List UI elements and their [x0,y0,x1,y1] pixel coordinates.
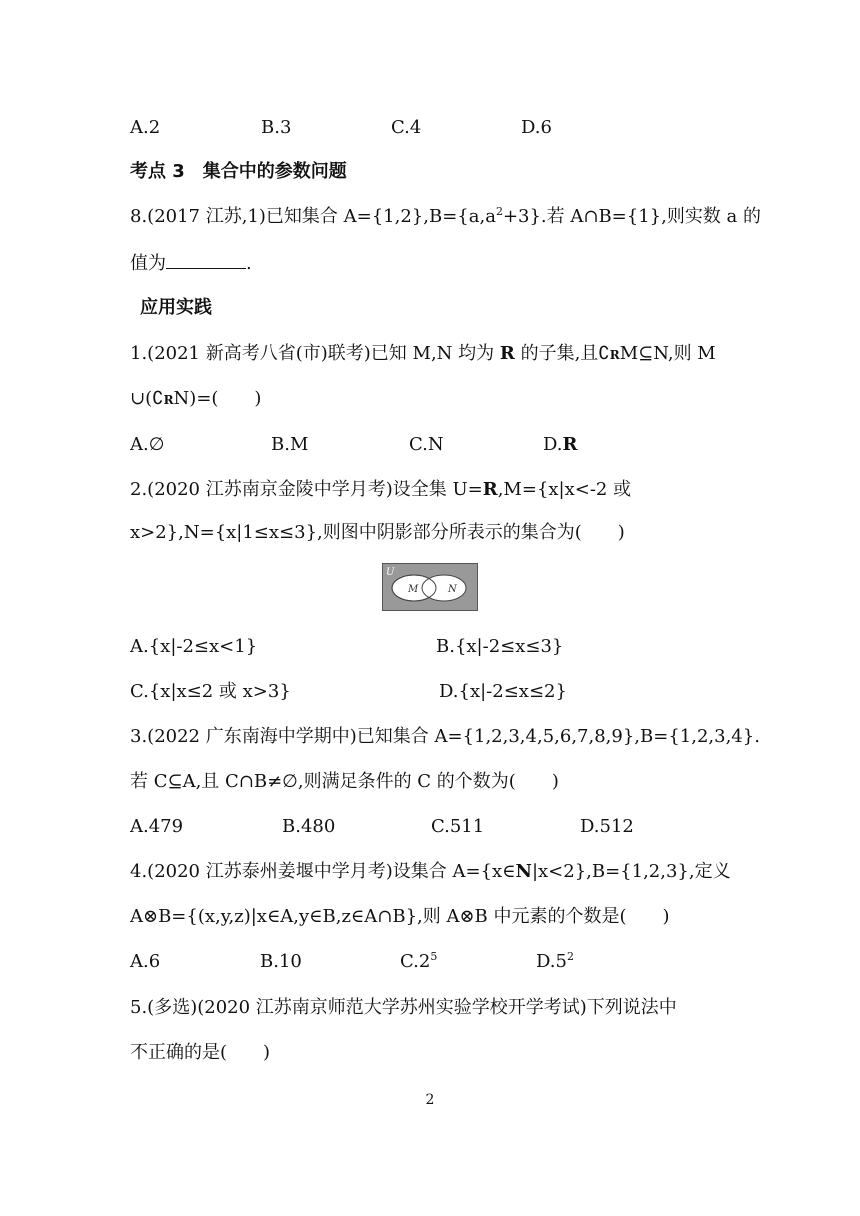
p1-option-d [543,433,577,457]
q8-line2 [130,250,252,276]
p2-text-a: 2.(2020 江苏南京金陵中学月考)设全集 U= [130,479,483,500]
q8-text-a: 8.(2017 江苏,1)已知集合 A={1,2},B={a,a [130,206,496,227]
p4-option-b: B.10 [260,951,302,972]
p1-text-b: 的子集,且∁ [514,343,610,364]
p1-option-c: C.N [409,434,444,455]
p5-line1: 5.(多选)(2020 江苏南京师范大学苏州实验学校开学考试)下列说法中 [130,997,677,1018]
p2-text-b: ,M={x|x<-2 或 [497,479,632,500]
page-number: 2 [425,1092,435,1108]
p4-option-c-sup: 5 [430,950,438,963]
q8-text-d: . [246,253,252,274]
p1-line2 [130,387,261,412]
p2-option-c: C.{x|x≤2 或 x>3} [130,681,291,702]
p3-option-c: C.511 [431,816,485,837]
p2-option-a: A.{x|-2≤x<1} [130,636,258,657]
q8-sup: 2 [495,205,503,218]
p1-option-a: A.∅ [130,434,165,455]
p4-option-d-label: D.5 [536,951,567,972]
q8-line1 [130,205,761,229]
p1-text-c: M⊆N,则 M [619,343,716,364]
p3-option-a: A.479 [130,816,184,837]
p5-line2: 不正确的是( ) [130,1042,271,1063]
p3-option-b: B.480 [282,816,336,837]
q7-option-d: D.6 [521,117,552,138]
p2-bold-r: R [482,479,498,500]
p4-text-b: |x<2},B={1,2,3},定义 [531,861,731,882]
p2-line2: x>2},N={x|1≤x≤3},则图中阴影部分所表示的集合为( ) [130,522,625,543]
p2-line1 [130,478,631,502]
p1-sub-r2: R [163,393,174,407]
p4-option-d [536,950,574,974]
p1-option-d-label: D. [543,434,563,455]
p4-line2: A⊗B={(x,y,z)|x∈A,y∈B,z∈A∩B},则 A⊗B 中元素的个数是( ) [130,906,670,927]
p1-option-d-bold: R [562,434,578,455]
p3-line2: 若 C⊆A,且 C∩B≠∅,则满足条件的 C 的个数为( ) [130,771,559,792]
venn-set-n [422,575,466,601]
p4-line1 [130,860,731,884]
p3-option-d: D.512 [580,816,634,837]
p4-option-a: A.6 [130,951,161,972]
p1-text-e: N)=( ) [173,388,262,409]
q7-option-a: A.2 [130,117,161,138]
p2-option-b: B.{x|-2≤x≤3} [436,636,564,657]
venn-label-u: U [386,567,395,578]
p1-text-d: ∪(∁ [130,388,164,409]
p4-bold-n: N [515,861,532,882]
p1-text-a: 1.(2021 新高考八省(市)联考)已知 M,N 均为 [130,343,500,364]
practice-heading: 应用实践 [140,297,212,318]
p1-line1 [130,342,716,367]
p4-option-d-sup: 2 [566,950,574,963]
p2-option-d: D.{x|-2≤x≤2} [439,681,567,702]
p1-bold-r: R [499,343,515,364]
p1-option-b: B.M [271,434,309,455]
venn-label-n: N [448,584,457,595]
venn-diagram [382,563,478,611]
venn-label-m: M [408,584,419,595]
p4-text-a: 4.(2020 江苏泰州姜堰中学月考)设集合 A={x∈ [130,861,516,882]
p4-option-c-label: C.2 [400,951,431,972]
q8-text-b: +3}.若 A∩B={1},则实数 a 的 [502,206,762,227]
q7-option-c: C.4 [391,117,422,138]
p3-line1: 3.(2022 广东南海中学期中)已知集合 A={1,2,3,4,5,6,7,8,9},B={1,2,3,4}. [130,726,760,747]
p1-sub-r: R [609,348,620,362]
q7-option-b: B.3 [261,117,292,138]
q8-answer-blank[interactable] [166,250,246,269]
p4-option-c [400,950,437,974]
q8-text-c: 值为 [130,253,166,274]
section-heading: 考点 3 集合中的参数问题 [130,161,347,182]
